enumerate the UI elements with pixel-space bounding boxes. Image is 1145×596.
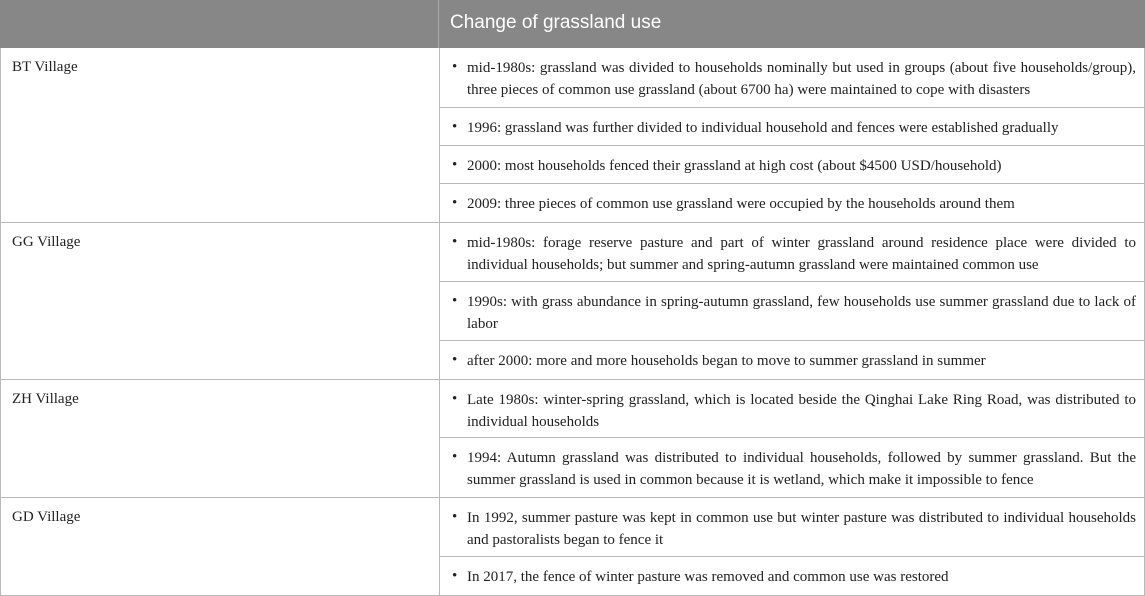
row-text: 1990s: with grass abundance in spring-autumn grassland, few households use summer grassland due to lack of labor: [467, 294, 1136, 332]
row-text: 1994: Autumn grassland was distributed to individual households, followed by summer grassland. But the summer grassland is used in common because it is wetland, which make it impossible to fence: [467, 450, 1136, 488]
village-name: BT Village: [12, 59, 78, 75]
row-text: 2000: most households fenced their grassland at high cost (about $4500 USD/household): [467, 158, 1002, 174]
table-row: [440, 184, 1144, 222]
village-name: GD Village: [12, 509, 81, 525]
table-row: [440, 341, 1144, 379]
row-text: 1996: grassland was further divided to individual household and fences were established gradually: [467, 120, 1059, 136]
row-text: mid-1980s: grassland was divided to households nominally but used in groups (about five households/group), three pieces of common use grassland (about 6700 ha) were maintained to cope with disasters: [467, 60, 1136, 98]
village-name: ZH Village: [12, 391, 79, 407]
table-row: [440, 380, 1144, 438]
bullet-icon: •: [452, 293, 458, 309]
table-row: [440, 498, 1144, 557]
table-row: [440, 108, 1144, 146]
bullet-icon: •: [452, 59, 458, 75]
bullet-icon: •: [452, 157, 458, 173]
row-text: In 2017, the fence of winter pasture was removed and common use was restored: [467, 569, 949, 585]
header-divider: [438, 0, 439, 48]
row-text: Late 1980s: winter-spring grassland, which is located beside the Qinghai Lake Ring Road, was distributed to individual households: [467, 392, 1136, 430]
village-group-gg: [0, 223, 1145, 380]
bullet-icon: •: [452, 568, 458, 584]
village-name: GG Village: [12, 234, 81, 250]
bullet-icon: •: [452, 195, 458, 211]
table-row: [440, 223, 1144, 282]
table-row: [440, 146, 1144, 184]
table-row: [440, 438, 1144, 497]
row-text: mid-1980s: forage reserve pasture and part of winter grassland around residence place were divided to individual households; but summer and spring-autumn grassland were maintained common use: [467, 235, 1136, 273]
bullet-icon: •: [452, 352, 458, 368]
bullet-icon: •: [452, 234, 458, 250]
row-text: In 1992, summer pasture was kept in common use but winter pasture was distributed to individual households and pastoralists began to fence it: [467, 510, 1136, 548]
village-group-zh: [0, 380, 1145, 498]
bullet-icon: •: [452, 449, 458, 465]
village-group-gd: [0, 498, 1145, 596]
table-row: [440, 557, 1144, 595]
header-col-change: Change of grassland use: [450, 12, 662, 33]
bullet-icon: •: [452, 509, 458, 525]
row-text: after 2000: more and more households began to move to summer grassland in summer: [467, 353, 986, 369]
row-text: 2009: three pieces of common use grassland were occupied by the households around them: [467, 196, 1015, 212]
bullet-icon: •: [452, 119, 458, 135]
table-header: [0, 0, 1145, 48]
table-row: [440, 48, 1144, 108]
village-group-bt: [0, 48, 1145, 223]
bullet-icon: •: [452, 391, 458, 407]
table-row: [440, 282, 1144, 341]
